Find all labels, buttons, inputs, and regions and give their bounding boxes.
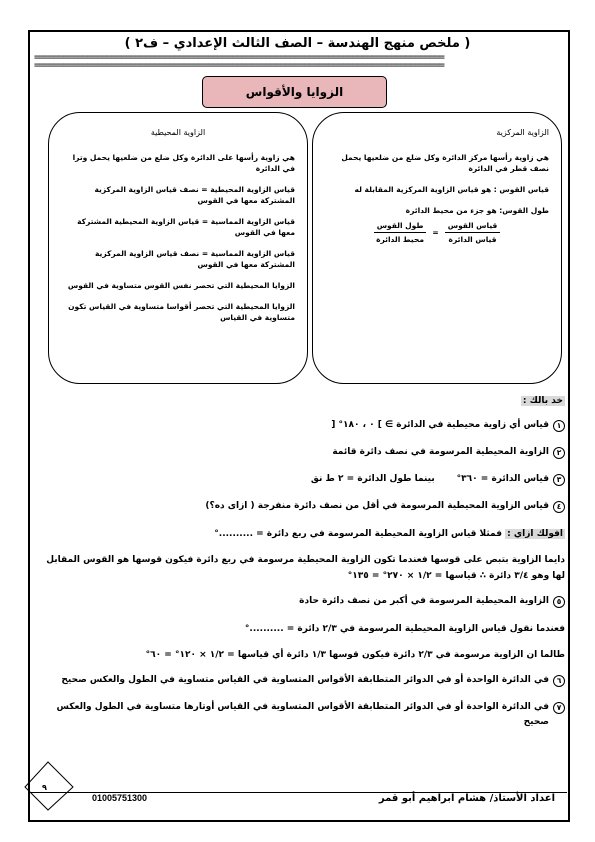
note-text: في الدائرة الواحدة أو في الدوائر المتطابقة الأقواس المتساوية في القياس متساوية في الطول والعكس صحيح — [61, 675, 549, 685]
example-text: فمثلا قياس الزاوية المحيطية المرسومة في ربع دائرة = ..........° — [214, 529, 502, 539]
arc-measure-definition: قياس القوس : هو قياس الزاوية المركزية المقابلة له — [354, 185, 549, 194]
note-number: ٧ — [553, 702, 565, 714]
inscribed-angle-box — [48, 112, 308, 384]
note-item — [38, 700, 565, 730]
arc-length-definition: طول القوس: هو جزء من محيط الدائرة — [405, 206, 549, 215]
fraction-arc-measure — [445, 220, 501, 245]
header-separator: ===================================================================================== — [34, 52, 444, 63]
example-question-2: فعندما نقول قياس الزاوية المحيطية المرسومة في ٢/٣ دائرة = ..........° — [244, 624, 565, 634]
frac-numerator: طول القوس — [374, 220, 427, 233]
header-separator-2: ===================================================================================== — [34, 60, 444, 71]
page-number-diamond-icon — [21, 758, 76, 813]
inscribed-item: الزوايا المحيطية التي تحصر أقواسا متساوية في القياس تكون متساوية في القياس — [68, 302, 295, 322]
footer-phone: 01005751300 — [92, 793, 148, 803]
note-text: قياس أي زاوية محيطية في الدائرة ∋ ] ٠ ، ١٨٠° [ — [331, 420, 549, 430]
note-text: الزاوية المحيطية المرسومة في أكبر من نصف دائرة حادة — [299, 596, 549, 606]
central-angle-definition: هي زاوية رأسها مركز الدائرة وكل ضلع من ضلعيها يحمل نصف قطر في الدائرة — [341, 153, 549, 173]
example-question — [38, 526, 565, 542]
example-label: افولك ازاي : — [507, 529, 563, 539]
note-number: ٣ — [553, 474, 565, 486]
note-item — [38, 418, 565, 433]
central-angle-title: الزاوية المركزية — [496, 128, 549, 137]
fraction-arc-length — [374, 220, 427, 245]
central-angle-box — [312, 112, 562, 384]
inscribed-item: قياس الزاوية المحيطية = نصف قياس الزاوية المركزية المشتركة معها في القوس — [94, 185, 295, 205]
arc-formula — [325, 220, 549, 245]
section-title: الزوايا والأقواس — [202, 76, 387, 108]
note-item — [38, 673, 565, 688]
page-number: ٩ — [42, 783, 47, 792]
inscribed-item: الزوايا المحيطية التي تحصر نفس القوس متساوية في القوس — [67, 281, 295, 290]
note-text: الزاوية المحيطية المرسومة في نصف دائرة قائمة — [332, 447, 549, 457]
inscribed-item: قياس الزاوية المماسية = نصف قياس الزاوية المركزية المشتركة معها في القوس — [95, 249, 295, 269]
note-text: قياس الزاوية المحيطية المرسومة في أقل من نصف دائرة منفرجة ( ازاى ده؟) — [205, 501, 549, 511]
note-number: ٥ — [553, 596, 565, 608]
frac-denominator: محيط الدائرة — [376, 235, 425, 244]
footer-author: اعداد الأستاذ/ هشام ابراهيم أبو قمر — [378, 793, 555, 804]
example-answer-2: طالما ان الزاوية مرسومة في ٢/٣ دائرة فيكون قوسها ١/٣ دائرة أي قياسها = ١/٢ × ١٢٠° = ٦٠° — [145, 650, 565, 660]
notes-section — [38, 388, 565, 742]
frac-numerator: قياس القوس — [445, 220, 501, 233]
note-item — [38, 499, 565, 514]
frac-denominator: قياس الدائرة — [448, 235, 497, 244]
note-number: ٤ — [553, 501, 565, 513]
note-item — [38, 472, 565, 487]
note-number: ٦ — [553, 675, 565, 687]
note-item — [38, 594, 565, 609]
inscribed-item: قياس الزاوية المماسية = قياس الزاوية المحيطية المشتركة معها في القوس — [77, 217, 295, 237]
inscribed-item: هي زاوية رأسها على الدائرة وكل ضلع من ضلعيها يحمل وترا في الدائرة — [72, 153, 295, 173]
page-title: ( ملخص منهج الهندسة – الصف الثالث الإعدادي – ف٢ ) — [124, 36, 471, 51]
example-answer: دايما الزاوية بتبص على قوسها فعندما تكون الزاوية المحيطية مرسومة في ربع دائرة فيكون قوسها هو القوس المقابل لها وهو ٣/٤ دائرة ∴ قياسها = ١/٢ × ٢٧٠° = ١٣٥° — [46, 555, 565, 581]
equals-sign: = — [432, 228, 439, 237]
notes-heading: خد بالك : — [522, 396, 563, 406]
note-text: في الدائرة الواحدة أو في الدوائر المتطابقة الأقواس المتساوية في القياس أوتارها متساوية في الطول والعكس صحيح — [56, 702, 549, 727]
note-text: قياس الدائرة = ٣٦٠° بينما طول الدائرة = ٢ ط نق — [310, 474, 549, 484]
inscribed-angle-title: الزاوية المحيطية — [150, 128, 206, 137]
note-number: ١ — [553, 420, 565, 432]
note-number: ٢ — [553, 447, 565, 459]
note-item — [38, 445, 565, 460]
